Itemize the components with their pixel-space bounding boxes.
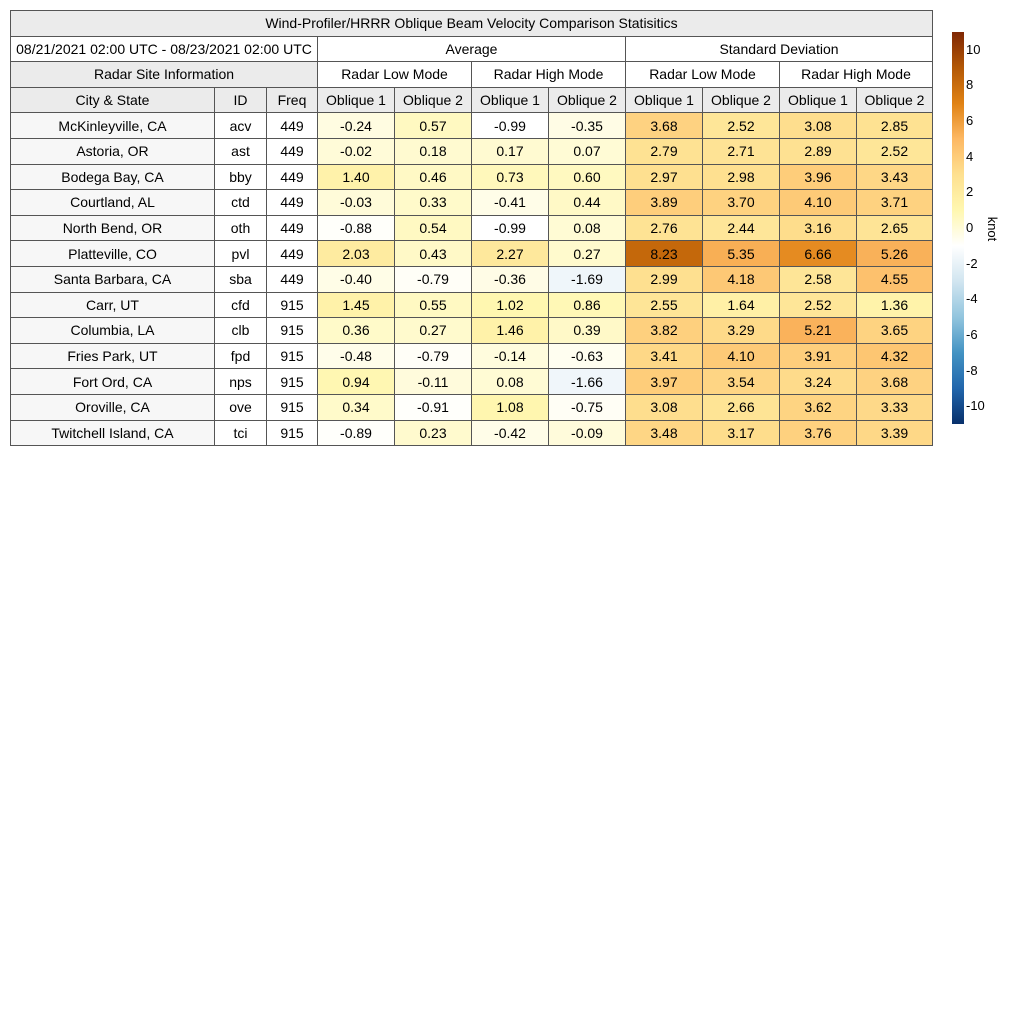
cell-value: -0.99 [472, 215, 549, 241]
cell-value: 0.94 [318, 369, 395, 395]
cell-value: 2.52 [857, 138, 933, 164]
date-range: 08/21/2021 02:00 UTC - 08/23/2021 02:00 UTC [11, 36, 318, 62]
cell-value: 3.62 [780, 394, 857, 420]
cell-id: acv [215, 113, 267, 139]
cell-city: Fort Ord, CA [11, 369, 215, 395]
col-header-std-low-oblique2: Oblique 2 [703, 87, 780, 113]
cell-value: 1.08 [472, 394, 549, 420]
cell-value: 2.44 [703, 215, 780, 241]
table-row [11, 241, 933, 267]
cell-value: 0.34 [318, 394, 395, 420]
cell-value: 0.23 [395, 420, 472, 446]
cell-value: 8.23 [626, 241, 703, 267]
cell-value: 6.66 [780, 241, 857, 267]
cell-city: Carr, UT [11, 292, 215, 318]
colorbar-tick-label: 10 [966, 41, 981, 57]
cell-freq: 449 [267, 164, 318, 190]
cell-city: Santa Barbara, CA [11, 266, 215, 292]
stats-table [10, 10, 933, 446]
cell-city: Platteville, CO [11, 241, 215, 267]
cell-value: 3.96 [780, 164, 857, 190]
col-header-std-high-oblique2: Oblique 2 [857, 87, 933, 113]
cell-value: 3.68 [626, 113, 703, 139]
cell-value: 0.08 [549, 215, 626, 241]
cell-value: -0.48 [318, 343, 395, 369]
cell-id: nps [215, 369, 267, 395]
cell-value: 0.43 [395, 241, 472, 267]
col-header-avg-high-oblique2: Oblique 2 [549, 87, 626, 113]
cell-value: 0.36 [318, 318, 395, 344]
cell-value: 2.27 [472, 241, 549, 267]
cell-freq: 915 [267, 420, 318, 446]
col-header-avg-low-oblique1: Oblique 1 [318, 87, 395, 113]
cell-value: -0.41 [472, 190, 549, 216]
cell-value: 3.65 [857, 318, 933, 344]
cell-value: 3.89 [626, 190, 703, 216]
cell-value: 2.52 [780, 292, 857, 318]
cell-value: 0.17 [472, 138, 549, 164]
site-info-header: Radar Site Information [11, 62, 318, 88]
colorbar-tick-label: 6 [966, 113, 974, 129]
cell-value: 3.76 [780, 420, 857, 446]
col-header-city: City & State [11, 87, 215, 113]
cell-value: -0.24 [318, 113, 395, 139]
cell-value: 2.89 [780, 138, 857, 164]
cell-value: 1.36 [857, 292, 933, 318]
cell-city: Twitchell Island, CA [11, 420, 215, 446]
cell-value: -0.11 [395, 369, 472, 395]
cell-value: 3.91 [780, 343, 857, 369]
cell-value: 0.44 [549, 190, 626, 216]
cell-city: Courtland, AL [11, 190, 215, 216]
group-std-header: Standard Deviation [626, 36, 933, 62]
col-header-id: ID [215, 87, 267, 113]
cell-value: 5.35 [703, 241, 780, 267]
cell-value: -0.14 [472, 343, 549, 369]
cell-value: 3.17 [703, 420, 780, 446]
cell-value: 2.55 [626, 292, 703, 318]
cell-value: -0.40 [318, 266, 395, 292]
cell-value: 3.54 [703, 369, 780, 395]
cell-value: 3.71 [857, 190, 933, 216]
cell-value: 0.55 [395, 292, 472, 318]
cell-value: 2.76 [626, 215, 703, 241]
cell-id: sba [215, 266, 267, 292]
table-row [11, 164, 933, 190]
table-row [11, 318, 933, 344]
table-row [11, 420, 933, 446]
cell-id: pvl [215, 241, 267, 267]
cell-value: 4.10 [703, 343, 780, 369]
cell-value: 0.18 [395, 138, 472, 164]
cell-id: cfd [215, 292, 267, 318]
col-header-std-low-oblique1: Oblique 1 [626, 87, 703, 113]
cell-value: 2.65 [857, 215, 933, 241]
table-row [11, 138, 933, 164]
cell-freq: 915 [267, 292, 318, 318]
cell-value: 2.66 [703, 394, 780, 420]
cell-value: 3.48 [626, 420, 703, 446]
cell-value: 3.08 [626, 394, 703, 420]
cell-freq: 449 [267, 190, 318, 216]
cell-id: ast [215, 138, 267, 164]
cell-value: -0.89 [318, 420, 395, 446]
cell-value: 0.39 [549, 318, 626, 344]
col-header-freq: Freq [267, 87, 318, 113]
cell-value: 2.03 [318, 241, 395, 267]
cell-value: 2.52 [703, 113, 780, 139]
table-row [11, 113, 933, 139]
cell-city: North Bend, OR [11, 215, 215, 241]
cell-id: clb [215, 318, 267, 344]
cell-value: -0.75 [549, 394, 626, 420]
cell-value: 2.97 [626, 164, 703, 190]
cell-value: 0.08 [472, 369, 549, 395]
table-row [11, 215, 933, 241]
cell-value: -0.02 [318, 138, 395, 164]
colorbar-tick-label: 8 [966, 77, 974, 93]
cell-id: tci [215, 420, 267, 446]
cell-value: 3.29 [703, 318, 780, 344]
cell-value: 0.57 [395, 113, 472, 139]
cell-value: 3.16 [780, 215, 857, 241]
cell-value: 2.71 [703, 138, 780, 164]
cell-value: 0.07 [549, 138, 626, 164]
cell-value: -1.66 [549, 369, 626, 395]
table-row [11, 394, 933, 420]
cell-value: -1.69 [549, 266, 626, 292]
cell-freq: 915 [267, 318, 318, 344]
cell-value: -0.42 [472, 420, 549, 446]
cell-freq: 449 [267, 113, 318, 139]
cell-value: 3.33 [857, 394, 933, 420]
cell-id: fpd [215, 343, 267, 369]
cell-value: 0.86 [549, 292, 626, 318]
colorbar-tick-label: -2 [966, 255, 978, 271]
cell-value: 5.26 [857, 241, 933, 267]
cell-value: -0.63 [549, 343, 626, 369]
table-row [11, 292, 933, 318]
cell-city: Astoria, OR [11, 138, 215, 164]
cell-value: 3.97 [626, 369, 703, 395]
cell-value: 2.79 [626, 138, 703, 164]
cell-id: bby [215, 164, 267, 190]
cell-city: Bodega Bay, CA [11, 164, 215, 190]
cell-value: 4.32 [857, 343, 933, 369]
cell-freq: 915 [267, 369, 318, 395]
cell-value: 4.10 [780, 190, 857, 216]
avg-high-mode-header: Radar High Mode [472, 62, 626, 88]
cell-id: ctd [215, 190, 267, 216]
cell-freq: 915 [267, 343, 318, 369]
cell-value: -0.36 [472, 266, 549, 292]
cell-value: 1.46 [472, 318, 549, 344]
cell-value: 4.55 [857, 266, 933, 292]
colorbar-tick-label: 4 [966, 148, 974, 164]
cell-value: 2.99 [626, 266, 703, 292]
cell-value: 2.98 [703, 164, 780, 190]
cell-city: McKinleyville, CA [11, 113, 215, 139]
table-row [11, 343, 933, 369]
colorbar-tick-label: -6 [966, 326, 978, 342]
colorbar [952, 32, 964, 424]
cell-id: oth [215, 215, 267, 241]
cell-value: 0.54 [395, 215, 472, 241]
cell-value: 0.46 [395, 164, 472, 190]
cell-value: 2.58 [780, 266, 857, 292]
table-row [11, 369, 933, 395]
colorbar-unit-label: knot [985, 216, 1000, 242]
table-row [11, 190, 933, 216]
cell-id: ove [215, 394, 267, 420]
colorbar-tick-label: 2 [966, 184, 974, 200]
cell-value: 5.21 [780, 318, 857, 344]
cell-value: 0.60 [549, 164, 626, 190]
cell-value: 0.27 [395, 318, 472, 344]
cell-value: -0.03 [318, 190, 395, 216]
table-row [11, 266, 933, 292]
cell-value: 4.18 [703, 266, 780, 292]
cell-value: -0.79 [395, 266, 472, 292]
colorbar-tick-label: -8 [966, 362, 978, 378]
cell-value: 2.85 [857, 113, 933, 139]
cell-value: 3.82 [626, 318, 703, 344]
cell-freq: 449 [267, 138, 318, 164]
col-header-std-high-oblique1: Oblique 1 [780, 87, 857, 113]
colorbar-tick-label: 0 [966, 220, 974, 235]
cell-city: Fries Park, UT [11, 343, 215, 369]
cell-freq: 449 [267, 215, 318, 241]
table-title: Wind-Profiler/HRRR Oblique Beam Velocity Comparison Statisitics [11, 11, 933, 37]
cell-city: Oroville, CA [11, 394, 215, 420]
cell-value: 3.08 [780, 113, 857, 139]
cell-freq: 449 [267, 266, 318, 292]
cell-value: 0.33 [395, 190, 472, 216]
std-high-mode-header: Radar High Mode [780, 62, 933, 88]
cell-value: 1.02 [472, 292, 549, 318]
col-header-avg-low-oblique2: Oblique 2 [395, 87, 472, 113]
cell-value: 0.27 [549, 241, 626, 267]
cell-value: 0.73 [472, 164, 549, 190]
colorbar-tick-label: -10 [966, 398, 985, 414]
cell-value: -0.09 [549, 420, 626, 446]
cell-value: 3.24 [780, 369, 857, 395]
cell-value: -0.91 [395, 394, 472, 420]
std-low-mode-header: Radar Low Mode [626, 62, 780, 88]
cell-value: 3.68 [857, 369, 933, 395]
cell-value: -0.99 [472, 113, 549, 139]
cell-city: Columbia, LA [11, 318, 215, 344]
group-average-header: Average [318, 36, 626, 62]
cell-value: 1.64 [703, 292, 780, 318]
cell-value: 3.43 [857, 164, 933, 190]
cell-value: 3.70 [703, 190, 780, 216]
col-header-avg-high-oblique1: Oblique 1 [472, 87, 549, 113]
cell-value: 3.39 [857, 420, 933, 446]
cell-freq: 449 [267, 241, 318, 267]
avg-low-mode-header: Radar Low Mode [318, 62, 472, 88]
cell-value: 1.45 [318, 292, 395, 318]
cell-value: 3.41 [626, 343, 703, 369]
cell-value: -0.79 [395, 343, 472, 369]
cell-value: -0.35 [549, 113, 626, 139]
cell-value: -0.88 [318, 215, 395, 241]
cell-freq: 915 [267, 394, 318, 420]
colorbar-tick-label: -4 [966, 291, 978, 307]
cell-value: 1.40 [318, 164, 395, 190]
